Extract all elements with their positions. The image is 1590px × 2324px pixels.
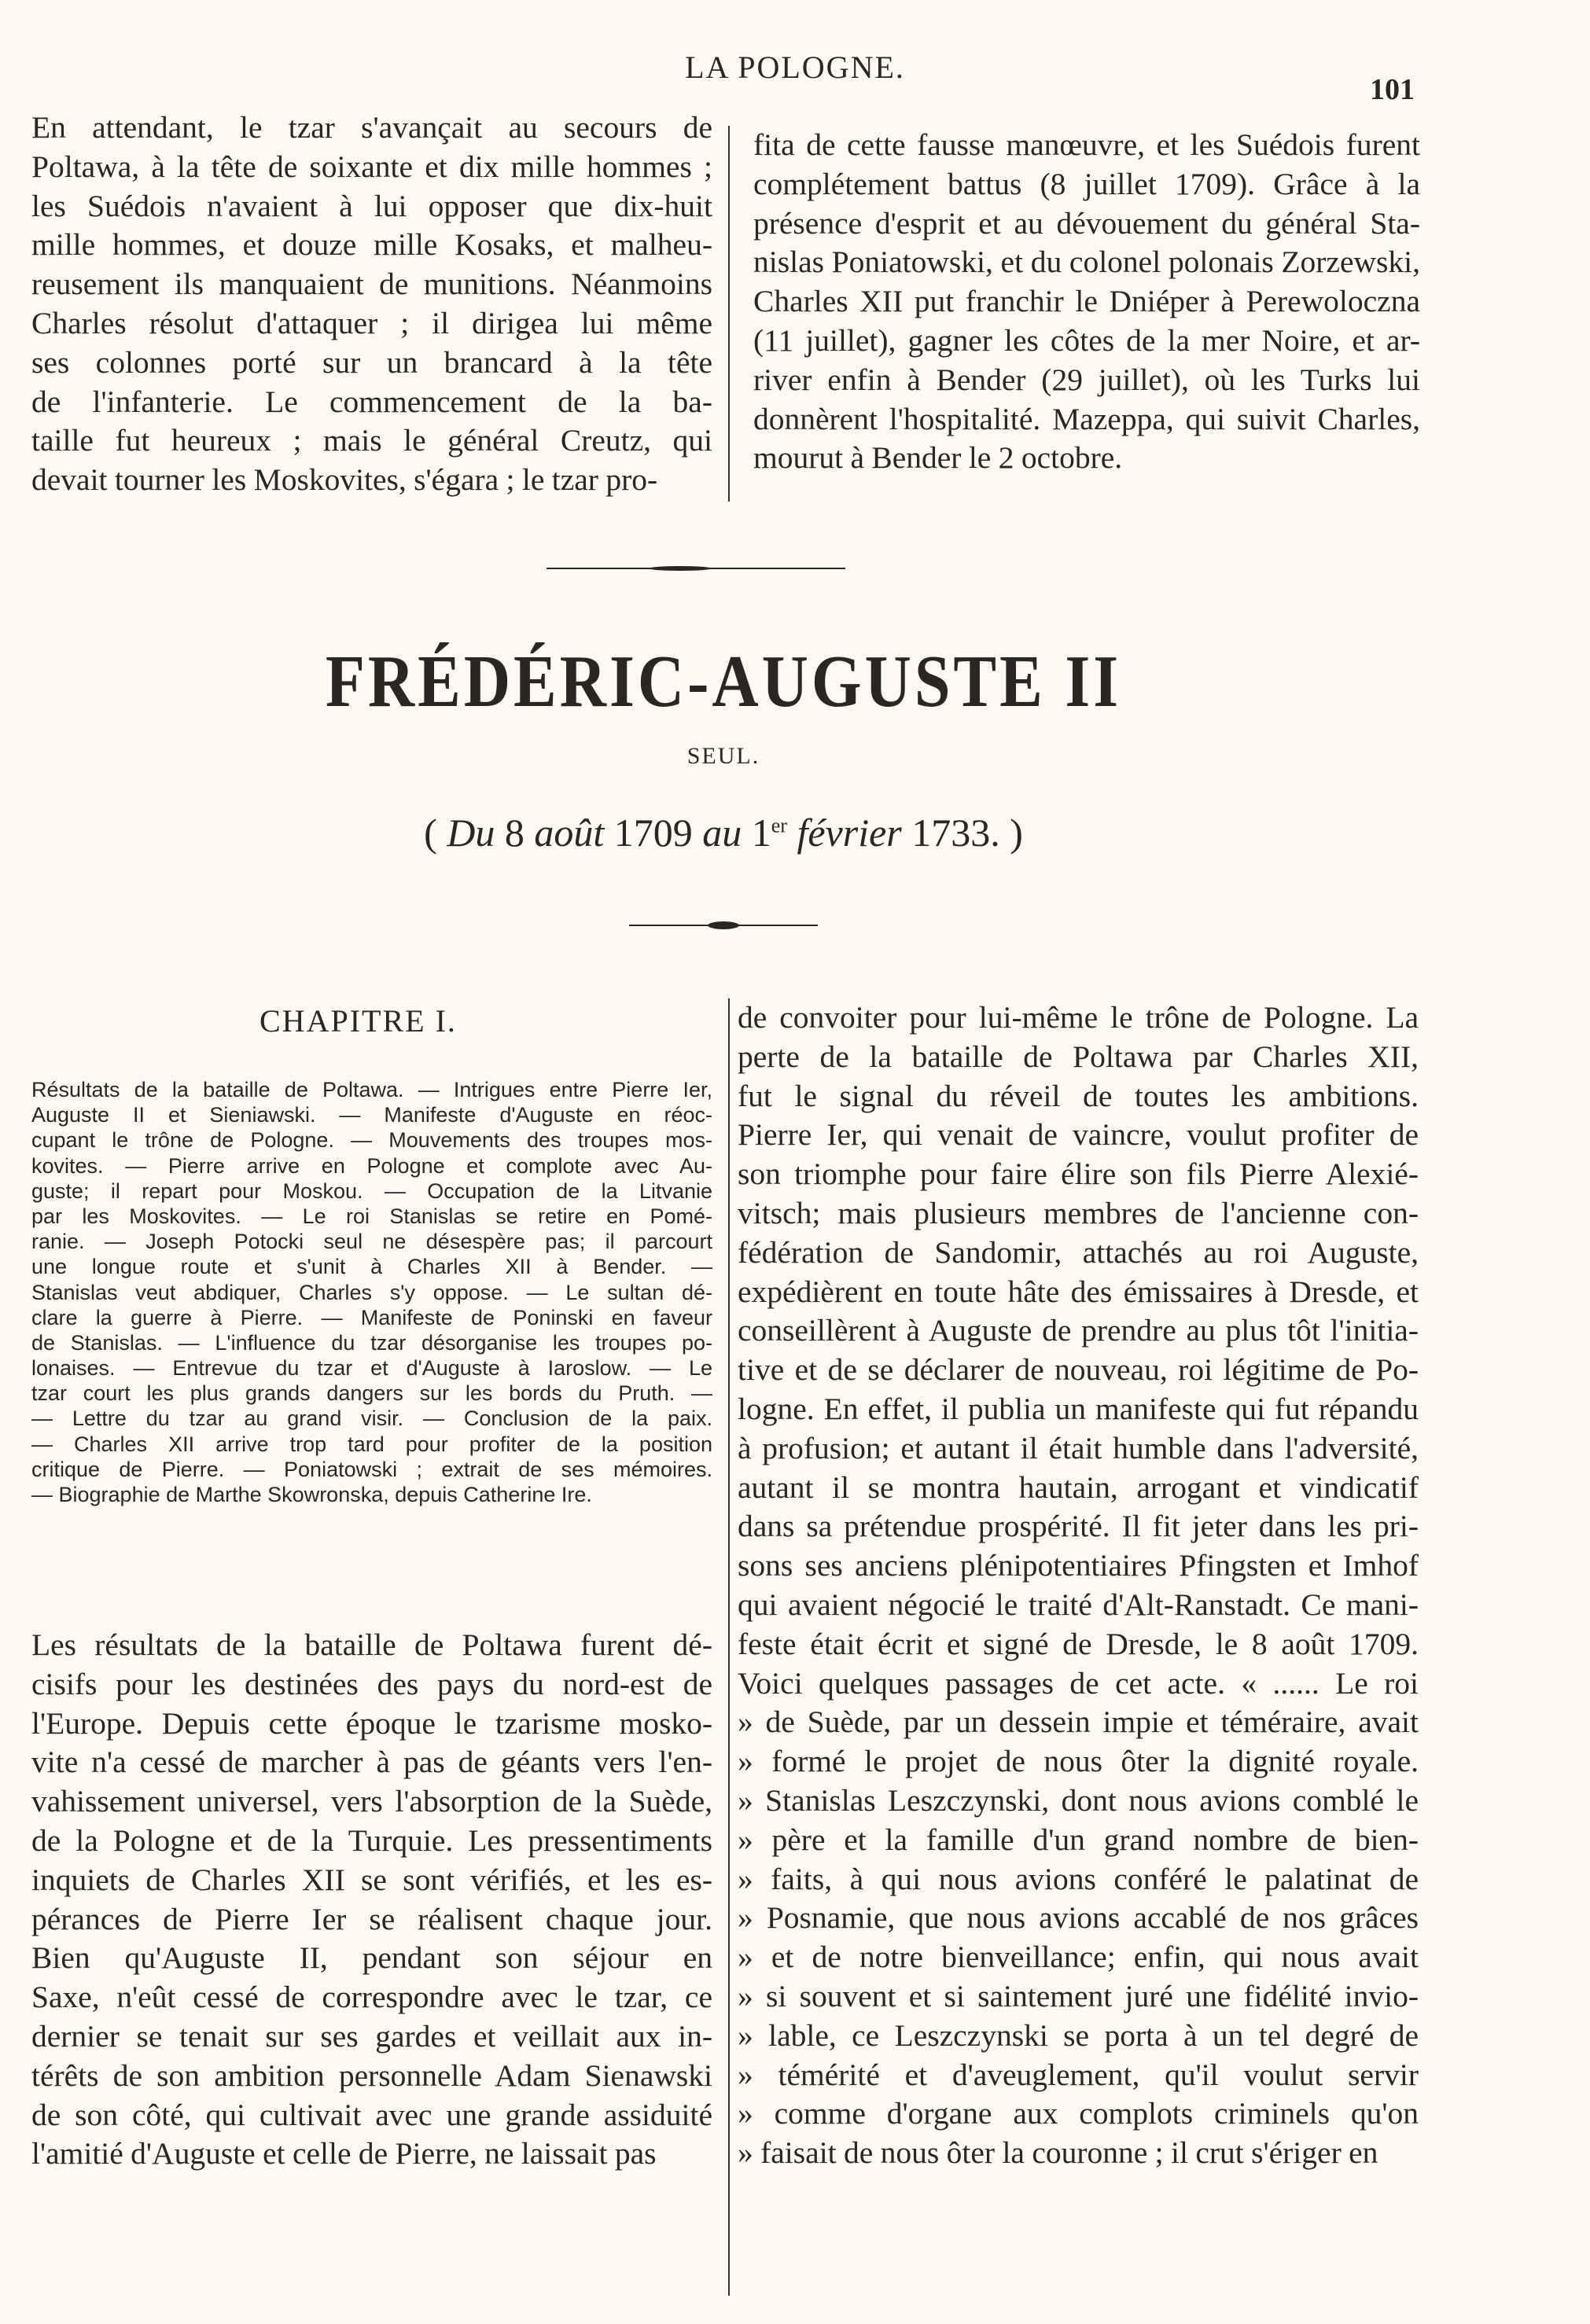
text-line: vahissement universel, vers l'absorption de la Suède, [31,1784,712,1819]
text-line: » Posnamie, que nous avions accablé de nos grâces [738,1900,1419,1936]
summary-line: par les Moskovites. — Le roi Stanislas se retire en Pomé- [31,1204,712,1228]
text-line: » si souvent et si saintement juré une fidélité invio- [738,1978,1419,2013]
text-line: devait tourner les Moskovites, s'égara ; le tzar pro- [31,462,658,498]
running-head: LA POLOGNE. [685,50,905,85]
summary-line: — Lettre du tzar au grand visir. — Conclusion de la paix. [31,1407,712,1431]
text-line: » père et la famille d'un grand nombre de bien- [738,1822,1419,1857]
text-line: tive et de se déclarer de nouveau, roi légitime de Po- [738,1352,1419,1388]
text-line: l'Europe. Depuis cette époque le tzarisme mosko- [31,1705,712,1741]
chapter-heading: CHAPITRE I. [259,1003,457,1039]
text-line: » lable, ce Leszczynski se porta à un tel degré de [738,2017,1419,2053]
text-line: les Suédois n'avaient à lui opposer que dix-huit [31,188,712,223]
text-line: perte de la bataille de Poltawa par Charles XII, [738,1039,1419,1074]
top-right-column [753,126,1420,478]
chapter-summary [31,1077,712,1507]
text-line: complétement battus (8 juillet 1709). Grâce à la [753,166,1420,201]
text-line: donnèrent l'hospitalité. Mazeppa, qui suivit Charles, [753,401,1420,436]
summary-line: de Stanislas. — L'influence du tzar désorganise les troupes po- [31,1330,712,1355]
summary-line: Résultats de la bataille de Poltawa. — Intrigues entre Pierre Ier, [31,1078,712,1101]
summary-line: guste; il repart pour Moskou. — Occupation de la Litvanie [31,1179,712,1203]
text-line: logne. En effet, il publia un manifeste qui fut répandu [738,1391,1419,1426]
section-subtitle: SEUL. [686,743,760,769]
column-divider-bottom [728,998,730,2296]
summary-line: Auguste II et Sieniawski. — Manifeste d'Auguste en réoc- [31,1103,712,1127]
text-line: fédération de Sandomir, attachés au roi Auguste, [738,1234,1419,1270]
text-line: dernier se tenait sur ses gardes et veillait aux in- [31,2018,712,2054]
text-line: son triomphe pour faire élire son fils Pierre Alexié- [738,1156,1419,1192]
text-line: ses colonnes porté sur un brancard à la tête [31,344,712,380]
ornament-divider [629,924,818,927]
text-line: » Stanislas Leszczynski, dont nous avions comblé le [738,1782,1419,1818]
text-line: de la Pologne et de la Turquie. Les pressentiments [31,1822,712,1858]
text-line: » de Suède, par un dessein impie et téméraire, avait [738,1704,1419,1740]
text-line: feste était écrit et signé de Dresde, le 8 août 1709. [738,1626,1419,1661]
text-line: l'amitié d'Auguste et celle de Pierre, ne laissait pas [31,2136,657,2171]
text-line: Saxe, n'eût cessé de correspondre avec le tzar, ce [31,1980,712,2015]
text-line: Charles XII put franchir le Dniéper à Perewoloczna [753,284,1420,319]
summary-line: kovites. — Pierre arrive en Pologne et complote avec Au- [31,1153,712,1178]
summary-line: cupant le trône de Pologne. — Mouvements des troupes mos- [31,1128,712,1153]
text-line: Charles résolut d'attaquer ; il dirigea lui même [31,305,712,340]
text-line: conseillèrent à Auguste de prendre au plus tôt l'initia- [738,1313,1419,1348]
text-line: qui avaient négocié le traité d'Alt-Ranstadt. Ce mani- [738,1587,1419,1622]
ornament-rule [547,567,845,570]
text-line: vitsch; mais plusieurs membres de l'ancienne con- [738,1195,1419,1230]
text-line: vite n'a cessé de marcher à pas de géants vers l'en- [31,1745,712,1780]
text-line: sons ses anciens plénipotentiaires Pfingsten et Imhof [738,1548,1419,1583]
text-line: Voici quelques passages de cet acte. « ...... Le roi [738,1665,1419,1701]
page-number: 101 [1370,73,1415,106]
summary-line: Stanislas veut abdiquer, Charles s'y oppose. — Le sultan dé- [31,1280,712,1304]
top-left-column [31,108,712,500]
text-line: nislas Poniatowski, et du colonel polonais Zorzewski, [753,245,1420,280]
text-line: » comme d'organe aux complots criminels qu'on [738,2096,1419,2131]
text-line: expédièrent en toute hâte des émissaires à Dresde, et [738,1274,1419,1309]
text-line: river enfin à Bender (29 juillet), où les Turks lui [753,362,1420,397]
text-line: fita de cette fausse manœuvre, et les Suédois furent [753,127,1420,162]
text-line: térêts de son ambition personnelle Adam Sienawski [31,2057,712,2093]
text-line: » faits, à qui nous avions conféré le palatinat de [738,1861,1419,1896]
text-line: autant il se montra hautain, arrogant et vindicatif [738,1469,1419,1505]
text-line: En attendant, le tzar s'avançait au secours de [31,110,712,145]
summary-line: ranie. — Joseph Potocki seul ne désespère pas; il parcourt [31,1230,712,1254]
text-line: inquiets de Charles XII se sont vérifiés, et les es- [31,1862,712,1897]
text-line: Bien qu'Auguste II, pendant son séjour en [31,1940,712,1976]
summary-line: — Charles XII arrive trop tard pour profiter de la position [31,1432,712,1456]
text-line: » et de notre bienveillance; enfin, qui nous avait [738,1940,1419,1975]
summary-line: une longue route et s'unit à Charles XII à Bender. — [31,1255,712,1279]
text-line: dans sa prétendue prospérité. Il fit jeter dans les pri- [738,1509,1419,1544]
reign-dates: ( Du 8 août 1709 au 1er février 1733. ) [424,811,1023,855]
text-line: fut le signal du réveil de toutes les ambitions. [738,1078,1419,1113]
text-line: de convoiter pour lui-même le trône de Pologne. La [738,1000,1419,1035]
text-line: » témérité et d'aveuglement, qu'il voulut servir [738,2057,1419,2092]
body-left-column [31,1626,712,2174]
text-line: mourut à Bender le 2 octobre. [753,440,1123,476]
text-line: mille hommes, et douze mille Kosaks, et malheu- [31,227,712,263]
text-line: pérances de Pierre Ier se réalisent chaque jour. [31,1901,712,1936]
section-title: FRÉDÉRIC-AUGUSTE II [325,640,1122,723]
text-line: présence d'esprit et au dévouement du général Sta- [753,205,1420,241]
text-line: » formé le projet de nous ôter la dignité royale. [738,1744,1419,1779]
text-line: reusement ils manquaient de munitions. Néanmoins [31,267,712,302]
summary-line: — Biographie de Marthe Skowronska, depuis Catherine Ire. [31,1483,592,1506]
text-line: cisifs pour les destinées des pays du nord-est de [31,1666,712,1701]
text-line: de son côté, qui cultivait avec une grande assiduité [31,2097,712,2132]
summary-line: tzar court les plus grands dangers sur les bords du Pruth. — [31,1381,712,1406]
summary-line: clare la guerre à Pierre. — Manifeste de Poninski en faveur [31,1305,712,1329]
column-divider-top [728,126,730,502]
text-line: à profusion; et autant il était humble dans l'adversité, [738,1430,1419,1465]
text-line: » faisait de nous ôter la couronne ; il crut s'ériger en [738,2135,1378,2171]
text-line: Pierre Ier, qui venait de vaincre, voulut profiter de [738,1117,1419,1153]
text-line: Les résultats de la bataille de Poltawa furent dé- [31,1627,712,1662]
summary-line: critique de Pierre. — Poniatowski ; extrait de ses mémoires. [31,1457,712,1481]
text-line: (11 juillet), gagner les côtes de la mer Noire, et ar- [753,322,1420,358]
body-right-column [738,998,1419,2173]
summary-line: lonaises. — Entrevue du tzar et d'Auguste à Iaroslow. — Le [31,1356,712,1381]
text-line: Poltawa, à la tête de soixante et dix mille hommes ; [31,149,712,184]
text-line: taille fut heureux ; mais le général Creutz, qui [31,423,712,458]
text-line: de l'infanterie. Le commencement de la ba- [31,384,712,419]
